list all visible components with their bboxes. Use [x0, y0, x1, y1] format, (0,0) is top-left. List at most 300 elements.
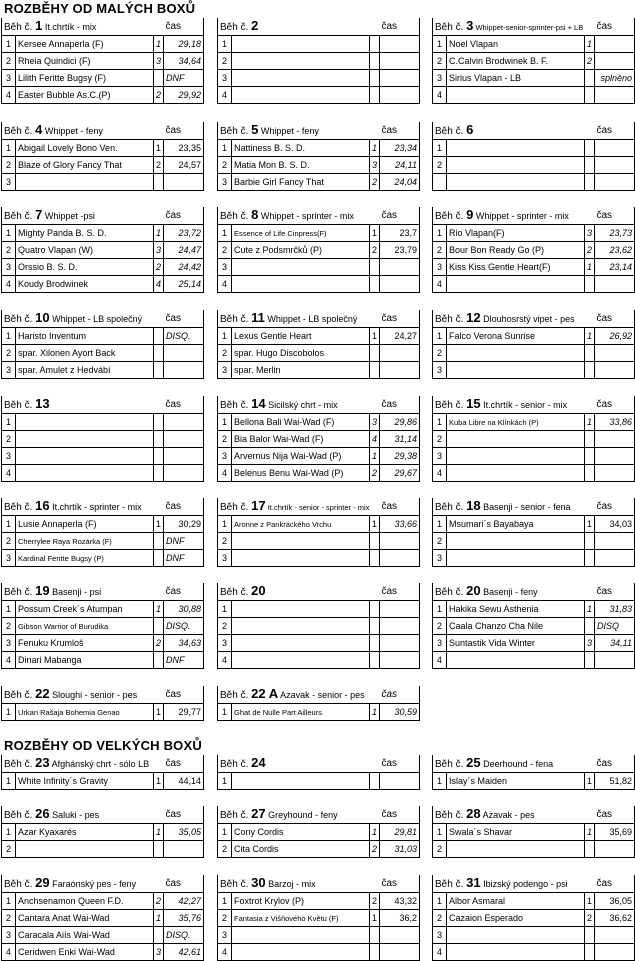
box-number: 3	[2, 550, 16, 567]
box-number: 2	[218, 242, 232, 259]
run-table-11	[217, 310, 420, 379]
placement: 4	[153, 276, 163, 293]
run-class: Whippet - LB společný	[49, 314, 143, 324]
table-row	[218, 70, 420, 87]
run-class: Sicilský chrt - mix	[265, 400, 338, 410]
box-number: 1	[2, 773, 16, 790]
time-header: čas	[164, 583, 204, 601]
box-number: 2	[433, 157, 447, 174]
placement	[370, 550, 380, 567]
table-row	[218, 87, 420, 104]
box-number: 2	[433, 431, 447, 448]
placement	[153, 652, 163, 669]
placement: 2	[584, 242, 594, 259]
placement	[584, 140, 594, 157]
placement	[369, 259, 379, 276]
run-time: DISQ	[595, 618, 635, 635]
placement	[154, 550, 164, 567]
time-header: čas	[595, 122, 635, 140]
run-header	[2, 755, 164, 773]
placement	[585, 944, 595, 961]
run-number: 30	[251, 875, 266, 890]
placement: 2	[370, 465, 380, 482]
table-row	[433, 465, 635, 482]
box-number: 1	[433, 36, 447, 53]
run-class: Afghánský chrt - sólo LB	[49, 759, 150, 769]
run-number: 19	[35, 583, 50, 598]
box-number: 2	[2, 53, 16, 70]
placement: 1	[153, 36, 163, 53]
dog-name: Anchsenamon Queen F.D.	[16, 893, 154, 910]
placement	[585, 87, 595, 104]
run-class: Ibizský podengo - psi	[480, 879, 568, 889]
table-row	[2, 174, 204, 191]
run-time	[380, 53, 420, 70]
section-title-big-boxes: ROZBĚHY OD VELKÝCH BOXŮ	[4, 738, 202, 753]
run-label: Běh č.	[435, 126, 467, 137]
run-label: Běh č.	[220, 314, 252, 325]
table-row	[218, 516, 420, 533]
table-row	[218, 893, 420, 910]
time-header: čas	[164, 122, 204, 140]
run-time	[380, 652, 420, 669]
table-row	[218, 533, 420, 550]
time-header: čas	[595, 755, 635, 773]
dog-name: Rheia Quindici (F)	[16, 53, 154, 70]
run-time: 23,79	[380, 242, 420, 259]
run-header	[2, 498, 164, 516]
box-number: 3	[218, 70, 232, 87]
run-time	[595, 652, 635, 669]
placement: 2	[153, 635, 163, 652]
run-time: 25,14	[164, 276, 204, 293]
box-number: 1	[433, 773, 447, 790]
run-header	[433, 583, 595, 601]
placement	[584, 618, 594, 635]
placement	[370, 773, 380, 790]
placement: 1	[370, 910, 380, 927]
run-label: Běh č.	[4, 502, 36, 513]
run-class: Whippet - feny	[258, 126, 319, 136]
run-class: Basenji - senior - fena	[480, 502, 571, 512]
run-label: Běh č.	[4, 759, 36, 770]
placement: 1	[584, 601, 594, 618]
time-header: čas	[380, 396, 420, 414]
box-number: 1	[218, 601, 232, 618]
run-label: Běh č.	[435, 22, 467, 33]
dog-name	[447, 465, 585, 482]
run-number: 18	[466, 498, 481, 513]
run-label: Běh č.	[4, 879, 36, 890]
placement	[369, 53, 379, 70]
run-label: Běh č.	[435, 211, 467, 222]
table-row	[218, 362, 420, 379]
run-time	[380, 550, 420, 567]
box-number: 2	[218, 618, 232, 635]
run-number: 15	[466, 396, 481, 411]
box-number: 3	[433, 448, 447, 465]
placement: 1	[585, 516, 595, 533]
run-time: 23,7	[380, 225, 420, 242]
box-number: 2	[433, 533, 447, 550]
run-time: 42,27	[164, 893, 204, 910]
table-row	[2, 414, 204, 431]
run-header	[433, 18, 595, 36]
dog-name: Abigail Lovely Bono Ven.	[16, 140, 154, 157]
placement: 1	[154, 773, 164, 790]
time-header: čas	[164, 806, 204, 824]
time-header: čas	[380, 207, 420, 225]
box-number: 1	[433, 225, 447, 242]
box-number: 1	[433, 328, 447, 345]
run-time	[380, 276, 420, 293]
dog-name	[232, 652, 370, 669]
box-number: 3	[218, 550, 232, 567]
dog-name: Cute z Podsmrčků (P)	[232, 242, 370, 259]
box-number: 4	[218, 944, 232, 961]
table-row	[433, 157, 635, 174]
run-time: 51,82	[595, 773, 635, 790]
dog-name: Lilith Feritte Bugsy (F)	[16, 70, 154, 87]
run-time: 30,88	[164, 601, 204, 618]
run-number: 2	[251, 18, 259, 33]
run-time	[380, 618, 420, 635]
run-label: Běh č.	[435, 400, 467, 411]
run-table-17	[217, 498, 420, 567]
box-number: 3	[2, 174, 16, 191]
run-number: 28	[466, 806, 481, 821]
run-number: 10	[35, 310, 50, 325]
run-time: 44,14	[164, 773, 204, 790]
run-label: Běh č.	[4, 587, 36, 598]
dog-name: Kiss Kiss Gentle Heart(F)	[447, 259, 585, 276]
run-time	[595, 157, 635, 174]
dog-name: Sirius Vlapan - LB	[447, 70, 585, 87]
box-number: 2	[218, 910, 232, 927]
table-row	[218, 259, 420, 276]
placement	[369, 36, 379, 53]
run-table-8	[217, 207, 420, 293]
box-number: 3	[433, 550, 447, 567]
placement: 1	[585, 36, 595, 53]
run-table-4	[1, 122, 204, 191]
dog-name	[447, 550, 585, 567]
dog-name	[16, 174, 154, 191]
run-class: It.chrtík - senior - sprinter - mix	[265, 503, 370, 512]
placement	[370, 345, 380, 362]
run-class: Saluki - pes	[49, 810, 100, 820]
table-row	[2, 944, 204, 961]
box-number: 1	[218, 36, 232, 53]
run-header	[218, 396, 380, 414]
run-time: 29,92	[164, 87, 204, 104]
box-number: 4	[2, 465, 16, 482]
run-time	[595, 362, 635, 379]
dog-name: Msumari´s Bayabaya	[447, 516, 585, 533]
run-label: Běh č.	[435, 314, 467, 325]
table-row	[2, 328, 204, 345]
run-number: 17	[251, 498, 266, 513]
box-number: 1	[433, 893, 447, 910]
run-time: 23,72	[164, 225, 204, 242]
box-number: 3	[2, 927, 16, 944]
dog-name	[447, 841, 585, 858]
placement: 4	[370, 431, 380, 448]
time-header: čas	[164, 686, 204, 704]
run-time	[380, 87, 420, 104]
table-row	[218, 36, 420, 53]
table-row	[218, 635, 420, 652]
run-time: 34,11	[595, 635, 635, 652]
run-header	[218, 18, 380, 36]
run-label: Běh č.	[4, 314, 36, 325]
table-row	[433, 362, 635, 379]
placement	[584, 345, 594, 362]
placement: 1	[584, 328, 594, 345]
box-number: 3	[433, 70, 447, 87]
run-class: Whippet - sprinter - mix	[473, 211, 569, 221]
run-number: 14	[251, 396, 266, 411]
dog-name: Caracala Aiís Wai-Wad	[16, 927, 154, 944]
run-time	[595, 944, 635, 961]
run-time: 24,57	[164, 157, 204, 174]
table-row	[218, 53, 420, 70]
time-header: čas	[164, 18, 204, 36]
table-row	[433, 944, 635, 961]
placement	[584, 362, 594, 379]
run-label: Běh č.	[435, 587, 467, 598]
table-row	[433, 516, 635, 533]
table-row	[433, 635, 635, 652]
run-label: Běh č.	[220, 22, 252, 33]
run-header	[218, 875, 380, 893]
dog-name	[232, 87, 370, 104]
placement: 3	[584, 225, 594, 242]
run-header	[2, 583, 164, 601]
box-number: 1	[218, 773, 232, 790]
run-time	[380, 927, 420, 944]
table-row	[2, 773, 204, 790]
run-header	[2, 806, 164, 824]
box-number: 2	[2, 345, 16, 362]
run-time: 29,38	[380, 448, 420, 465]
table-row	[433, 652, 635, 669]
table-row	[433, 910, 635, 927]
table-row	[218, 601, 420, 618]
placement: 2	[370, 893, 380, 910]
time-header: čas	[595, 18, 635, 36]
run-time	[595, 174, 635, 191]
box-number: 2	[218, 157, 232, 174]
placement: 2	[153, 259, 163, 276]
dog-name: Bour Bon Ready Go (P)	[447, 242, 585, 259]
run-number: 4	[35, 122, 43, 137]
placement	[584, 465, 594, 482]
table-row	[2, 276, 204, 293]
run-time	[595, 431, 635, 448]
table-row	[2, 465, 204, 482]
placement	[153, 362, 163, 379]
run-label: Běh č.	[4, 211, 36, 222]
dog-name	[232, 635, 370, 652]
box-number: 3	[2, 70, 16, 87]
run-header	[433, 310, 595, 328]
run-class: It.chrtík - mix	[42, 22, 97, 32]
placement: 3	[370, 157, 380, 174]
run-class: Whippet -psi	[42, 211, 95, 221]
placement: 1	[153, 824, 163, 841]
run-time: 33,66	[380, 516, 420, 533]
placement	[153, 841, 163, 858]
dog-name	[232, 533, 370, 550]
run-number: 11	[251, 310, 265, 325]
box-number: 1	[218, 328, 232, 345]
dog-name	[232, 36, 370, 53]
placement: 1	[154, 140, 164, 157]
placement	[585, 927, 595, 944]
run-time: 29,86	[380, 414, 420, 431]
run-number: 20	[251, 583, 266, 598]
run-time	[595, 276, 635, 293]
table-row	[218, 704, 420, 721]
run-time: DNF	[164, 70, 204, 87]
box-number: 4	[433, 87, 447, 104]
placement	[154, 448, 164, 465]
box-number: 2	[2, 910, 16, 927]
run-header	[2, 875, 164, 893]
run-label: Běh č.	[220, 587, 252, 598]
table-row	[218, 824, 420, 841]
placement	[153, 927, 163, 944]
dog-name	[232, 927, 370, 944]
dog-name: Haristo Inventum	[16, 328, 154, 345]
box-number: 1	[218, 414, 232, 431]
box-number: 2	[433, 345, 447, 362]
run-class: Whippet - LB společný	[264, 314, 358, 324]
placement	[584, 431, 594, 448]
run-table-9	[432, 207, 635, 293]
dog-name	[447, 345, 585, 362]
table-row	[2, 824, 204, 841]
box-number: 1	[2, 516, 16, 533]
table-row	[433, 618, 635, 635]
placement: 1	[153, 910, 163, 927]
placement: 2	[370, 841, 380, 858]
dog-name: Falco Verona Sunrise	[447, 328, 585, 345]
box-number: 4	[218, 652, 232, 669]
run-time: 23,14	[595, 259, 635, 276]
run-time: 36,2	[380, 910, 420, 927]
dog-name: Koudy Brodwinek	[16, 276, 154, 293]
run-number: 24	[251, 755, 266, 770]
placement: 1	[153, 225, 163, 242]
run-table-23	[1, 755, 204, 790]
run-header	[218, 122, 380, 140]
box-number: 3	[433, 635, 447, 652]
run-time	[380, 345, 420, 362]
table-row	[433, 225, 635, 242]
dog-name: Gibson Warrior of Burudika	[16, 618, 154, 635]
box-number: 2	[2, 157, 16, 174]
run-time: 35,69	[595, 824, 635, 841]
dog-name: Bia Balor Wai-Wad (F)	[232, 431, 370, 448]
box-number: 2	[433, 53, 447, 70]
placement	[154, 174, 164, 191]
placement: 1	[584, 259, 594, 276]
run-table-20	[432, 583, 635, 669]
dog-name: Swala´s Shavar	[447, 824, 585, 841]
run-table-15	[432, 396, 635, 482]
run-class: Sloughi - senior - pes	[49, 690, 138, 700]
box-number: 3	[433, 362, 447, 379]
placement	[585, 550, 595, 567]
run-time	[164, 841, 204, 858]
box-number: 2	[433, 242, 447, 259]
run-time: 24,42	[164, 259, 204, 276]
dog-name	[232, 550, 370, 567]
time-header: čas	[380, 806, 420, 824]
box-number: 4	[433, 276, 447, 293]
dog-name: Belenus Benu Wai-Wad (P)	[232, 465, 370, 482]
run-header	[218, 686, 380, 704]
dog-name	[232, 773, 370, 790]
run-header	[218, 310, 380, 328]
box-number: 1	[218, 893, 232, 910]
run-header	[433, 207, 595, 225]
box-number: 1	[433, 516, 447, 533]
box-number: 4	[2, 87, 16, 104]
run-number: 13	[35, 396, 50, 411]
dog-name	[232, 944, 370, 961]
time-header: čas	[380, 18, 420, 36]
table-row	[218, 448, 420, 465]
run-time: 30,59	[380, 704, 420, 721]
run-time	[595, 140, 635, 157]
table-row	[218, 773, 420, 790]
time-header: čas	[164, 207, 204, 225]
time-header: čas	[595, 875, 635, 893]
run-time: 24,04	[380, 174, 420, 191]
dog-name: Cantara Anat Wai-Wad	[16, 910, 154, 927]
dog-name	[232, 53, 370, 70]
dog-name	[447, 174, 585, 191]
placement: 1	[153, 601, 163, 618]
run-time	[380, 70, 420, 87]
placement: 1	[369, 704, 379, 721]
dog-name: Kardinal Feritte Bugsy (P)	[16, 550, 154, 567]
run-table-20	[217, 583, 420, 669]
table-row	[433, 773, 635, 790]
table-row	[2, 36, 204, 53]
run-time: 26,92	[595, 328, 635, 345]
box-number: 4	[2, 276, 16, 293]
run-time: 36,62	[595, 910, 635, 927]
box-number: 1	[218, 824, 232, 841]
box-number: 3	[218, 635, 232, 652]
run-number: 16	[35, 498, 50, 513]
table-row	[433, 276, 635, 293]
run-number: 22	[35, 686, 50, 701]
run-number: 3	[466, 18, 474, 33]
dog-name: Kersee Annaperla (F)	[16, 36, 154, 53]
run-number: 1	[35, 18, 43, 33]
box-number: 1	[2, 140, 16, 157]
run-time: splněno	[595, 70, 635, 87]
dog-name: Cherrylee Raya Rozárka (F)	[16, 533, 154, 550]
run-time	[164, 414, 204, 431]
dog-name	[447, 927, 585, 944]
box-number: 3	[433, 927, 447, 944]
